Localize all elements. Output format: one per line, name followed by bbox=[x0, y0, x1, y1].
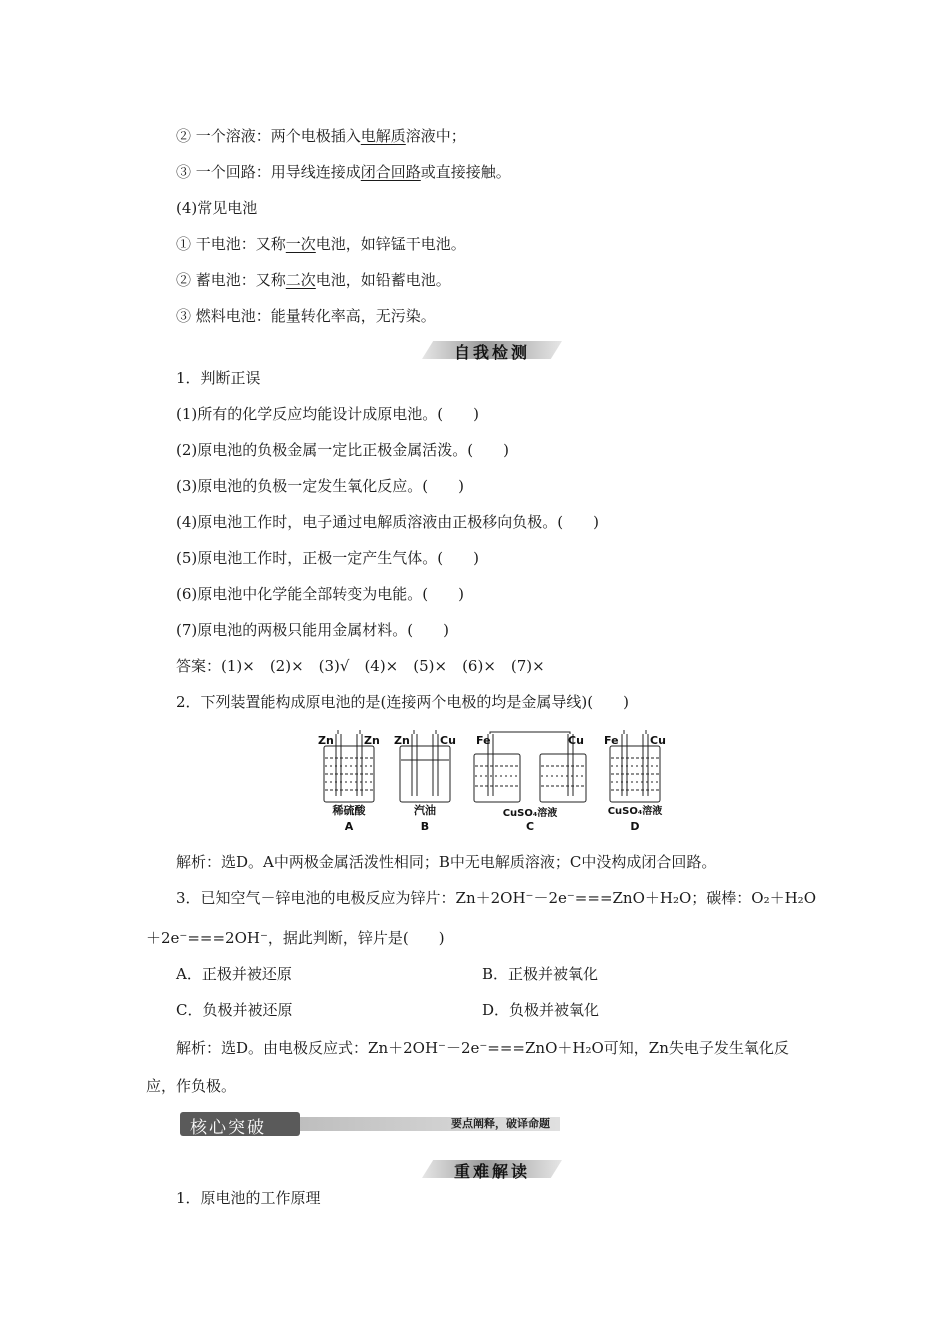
option-d: D．负极并被氧化 bbox=[482, 1001, 600, 1019]
galvanic-cell-figure bbox=[318, 730, 670, 836]
option-a: A．正极并被还原 bbox=[176, 965, 292, 983]
solution-label: 稀硫酸 bbox=[332, 804, 366, 817]
banner-title: 重难解读 bbox=[453, 1162, 530, 1181]
analysis-line: 解析：选D。由电极反应式：Zn＋2OH⁻－2e⁻===ZnO＋H₂O可知，Zn失电子发生氧化反 bbox=[176, 1039, 789, 1057]
electrode-label: Cu bbox=[440, 734, 456, 747]
question-item: (5)原电池工作时，正极一定产生气体。( ) bbox=[176, 549, 479, 567]
text-line: ② 蓄电池：又称二次电池，如铅蓄电池。 bbox=[176, 271, 451, 289]
text-line: ③ 一个回路：用导线连接成闭合回路或直接接触。 bbox=[176, 163, 511, 181]
option-label: B bbox=[420, 820, 430, 833]
answer-line: 答案：(1)× (2)× (3)√ (4)× (5)× (6)× (7)× bbox=[176, 657, 545, 675]
question-title: 2．下列装置能构成原电池的是(连接两个电极的均是金属导线)( ) bbox=[176, 693, 629, 711]
solution-label: 汽油 bbox=[414, 804, 436, 817]
question-title: 1．判断正误 bbox=[176, 369, 261, 387]
question-item: (6)原电池中化学能全部转变为电能。( ) bbox=[176, 585, 464, 603]
electrode-label: Fe bbox=[476, 734, 491, 747]
electrode-label: Fe bbox=[604, 734, 619, 747]
section-banner-self-test bbox=[422, 341, 562, 362]
option-label: D bbox=[630, 820, 640, 833]
question-item: (4)原电池工作时，电子通过电解质溶液由正极移向负极。( ) bbox=[176, 513, 599, 531]
core-breakthrough-bar bbox=[180, 1112, 560, 1136]
question-item: (3)原电池的负极一定发生氧化反应。( ) bbox=[176, 477, 464, 495]
analysis-line: 解析：选D。A中两极金属活泼性相同；B中无电解质溶液；C中没构成闭合回路。 bbox=[176, 853, 717, 871]
option-label: A bbox=[344, 820, 354, 833]
electrode-label: Cu bbox=[650, 734, 666, 747]
text-line: ② 一个溶液：两个电极插入电解质溶液中； bbox=[176, 127, 466, 145]
electrode-label: Zn bbox=[364, 734, 380, 747]
option-label: C bbox=[525, 820, 535, 833]
electrode-label: Zn bbox=[318, 734, 334, 747]
option-c: C．负极并被还原 bbox=[176, 1001, 293, 1019]
subsection-title: 1．原电池的工作原理 bbox=[176, 1189, 321, 1207]
question-item: (7)原电池的两极只能用金属材料。( ) bbox=[176, 621, 449, 639]
solution-label: CuSO₄溶液 bbox=[607, 806, 663, 817]
electrode-label: Zn bbox=[394, 734, 410, 747]
core-title: 核心突破 bbox=[190, 1118, 266, 1138]
question-title: 3．已知空气－锌电池的电极反应为锌片：Zn＋2OH⁻－2e⁻===ZnO＋H₂O；碳棒：O₂＋H₂O bbox=[176, 889, 816, 907]
section-banner-key-points bbox=[422, 1160, 562, 1181]
option-b: B．正极并被氧化 bbox=[482, 965, 599, 983]
question-item: (1)所有的化学反应均能设计成原电池。( ) bbox=[176, 405, 479, 423]
analysis-line: 应，作负极。 bbox=[146, 1077, 237, 1095]
banner-title: 自我检测 bbox=[453, 343, 530, 362]
text-line: ① 干电池：又称一次电池，如锌锰干电池。 bbox=[176, 235, 466, 253]
question-item: (2)原电池的负极金属一定比正极金属活泼。( ) bbox=[176, 441, 509, 459]
text-line: ③ 燃料电池：能量转化率高，无污染。 bbox=[176, 307, 436, 325]
electrode-label: Cu bbox=[568, 734, 584, 747]
solution-label: CuSO₄溶液 bbox=[502, 808, 558, 819]
text-line: (4)常见电池 bbox=[176, 199, 258, 217]
core-subtitle: 要点阐释，破译命题 bbox=[451, 1117, 550, 1130]
question-line: ＋2e⁻===2OH⁻，据此判断，锌片是( ) bbox=[146, 929, 445, 947]
